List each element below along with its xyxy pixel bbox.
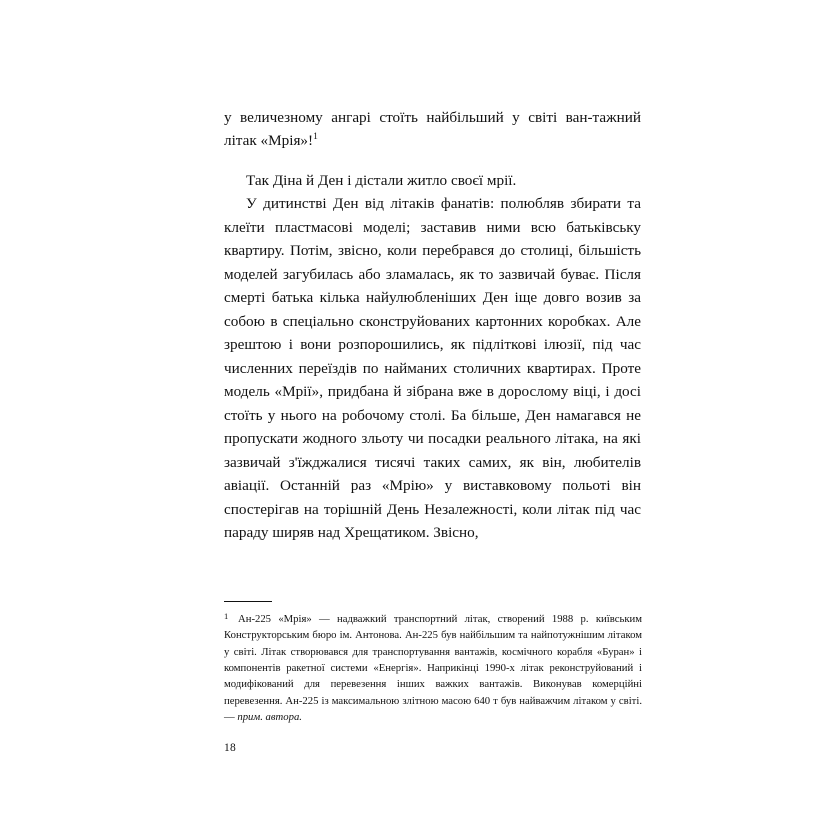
paragraph-text: у величезному ангарі стоїть найбільший у світі ван-тажний літак «Мрія»! xyxy=(224,109,641,150)
body-text-column xyxy=(224,106,641,545)
footnote-reference-marker[interactable]: 1 xyxy=(313,132,318,143)
footnote-attribution: прим. автора. xyxy=(237,710,302,723)
footnote-separator-rule xyxy=(224,601,272,602)
paragraph-dream-home: Так Діна й Ден і дістали житло своєї мрії. xyxy=(246,171,517,189)
paragraph-childhood: У дитинстві Ден від літаків фанатів: полюбляв збирати та клеїти пластмасові моделі; заставив ними всю батьківську квартиру. Потім, звісно, коли перебрався до столиці, більшість моделей загубилась або зламалась, як то зазвичай буває. Після смерті батька кілька найулюбленіших Ден іще довго возив за собою в спеціально сконструйованих картонних коробках. Але зрештою і вони розпорошились, як підліткові ілюзії, під час численних переїздів по найманих столичних квартирах. Проте модель «Мрії», придбана й зібрана вже в дорослому віці, і досі стоїть у нього на робочому столі. Ба більше, Ден намагався не пропускати жодного зльоту чи посадки реального літака, на які зазвичай з'їжджалися тисячі таких самих, як він, любителів авіації. Останній раз «Мрію» у виставковому польоті він спостерігав на торішній День Незалежності, коли літак під час параду ширяв над Хрещатиком. Звісно, xyxy=(224,195,641,542)
footnote-text: Ан-225 «Мрія» — надважкий транспортний літак, створений 1988 р. київським Конструкторським бюро ім. Антонова. Ан-225 був найбільшим та найпотужнішим літаком у світі. Літак створювався для транспортування вантажів, космічного корабля «Буран» і компонентів ракетної системи «Енергія». Наприкінці 1990-х літак реконструйований і модифікований для перевезення інших важких вантажів. Виконував комерційні перевезення. Ан-225 із максимальною злітною масою 640 т був найважчим літаком у світі. — xyxy=(224,613,642,723)
footnote-number: 1 xyxy=(224,611,229,621)
paragraph-continuation xyxy=(224,106,641,153)
page-number: 18 xyxy=(224,742,237,754)
footnote-block xyxy=(224,611,642,725)
